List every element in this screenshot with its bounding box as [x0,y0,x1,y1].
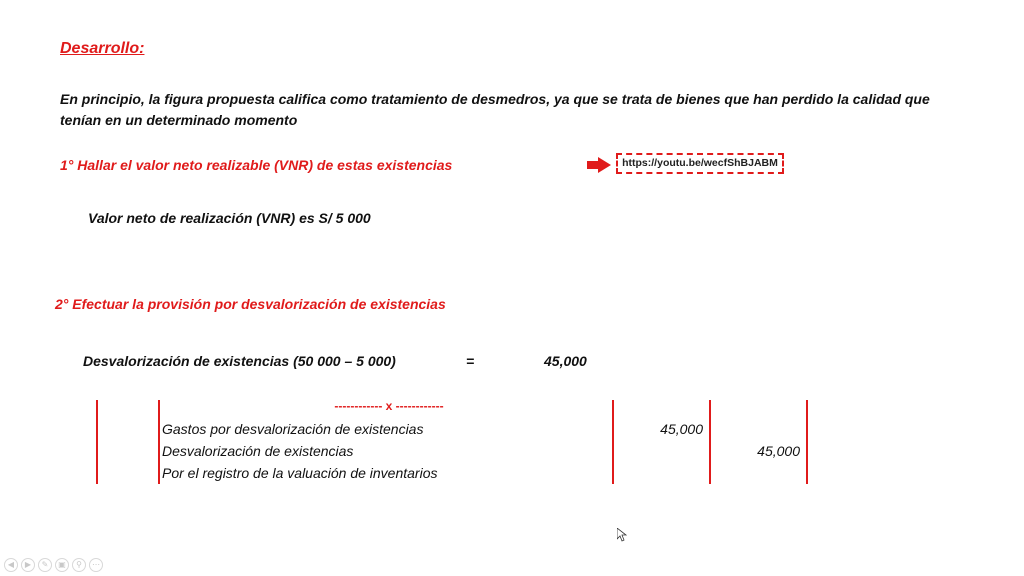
intro-paragraph: En principio, la figura propuesta califica como tratamiento de desmedros, ya que se trata de bienes que han perdido la calidad que tenían en un determinado momento [60,91,930,128]
calc-label: Desvalorización de existencias (50 000 – 5 000) [83,353,396,369]
zoom-icon[interactable]: ⚲ [72,558,86,572]
journal-line-credit [709,400,711,484]
calc-value: 45,000 [544,353,587,369]
journal-row-2-credit: 45,000 [757,443,800,459]
page-heading: Desarrollo: [60,40,145,57]
calc-equals: = [466,353,475,369]
back-icon[interactable]: ◀ [4,558,18,572]
forward-icon[interactable]: ▶ [21,558,35,572]
pen-icon[interactable]: ✎ [38,558,52,572]
journal-line-debit [612,400,614,484]
vnr-statement: Valor neto de realización (VNR) es S/ 5 000 [88,210,371,226]
arrow-right-icon [587,157,611,173]
journal-row-1-debit: 45,000 [660,421,703,437]
mouse-cursor-icon [617,528,627,542]
journal-line-left [96,400,98,484]
step2-title: 2° Efectuar la provisión por desvalorización de existencias [55,296,446,312]
journal-row-1-desc: Gastos por desvalorización de existencias [162,421,424,437]
journal-line-right [806,400,808,484]
journal-entry-marker: ------------ x ------------ [334,399,444,413]
journal-row-3-desc: Por el registro de la valuación de inventarios [162,465,438,481]
journal-row-2-desc: Desvalorización de existencias [162,443,354,459]
step1-title: 1° Hallar el valor neto realizable (VNR) de estas existencias [60,157,453,173]
more-icon[interactable]: ⋯ [89,558,103,572]
slideshow-toolbar [4,558,103,572]
journal-line-desc [158,400,160,484]
slides-icon[interactable]: ▣ [55,558,69,572]
video-link[interactable]: https://youtu.be/wecfShBJABM [616,153,784,174]
